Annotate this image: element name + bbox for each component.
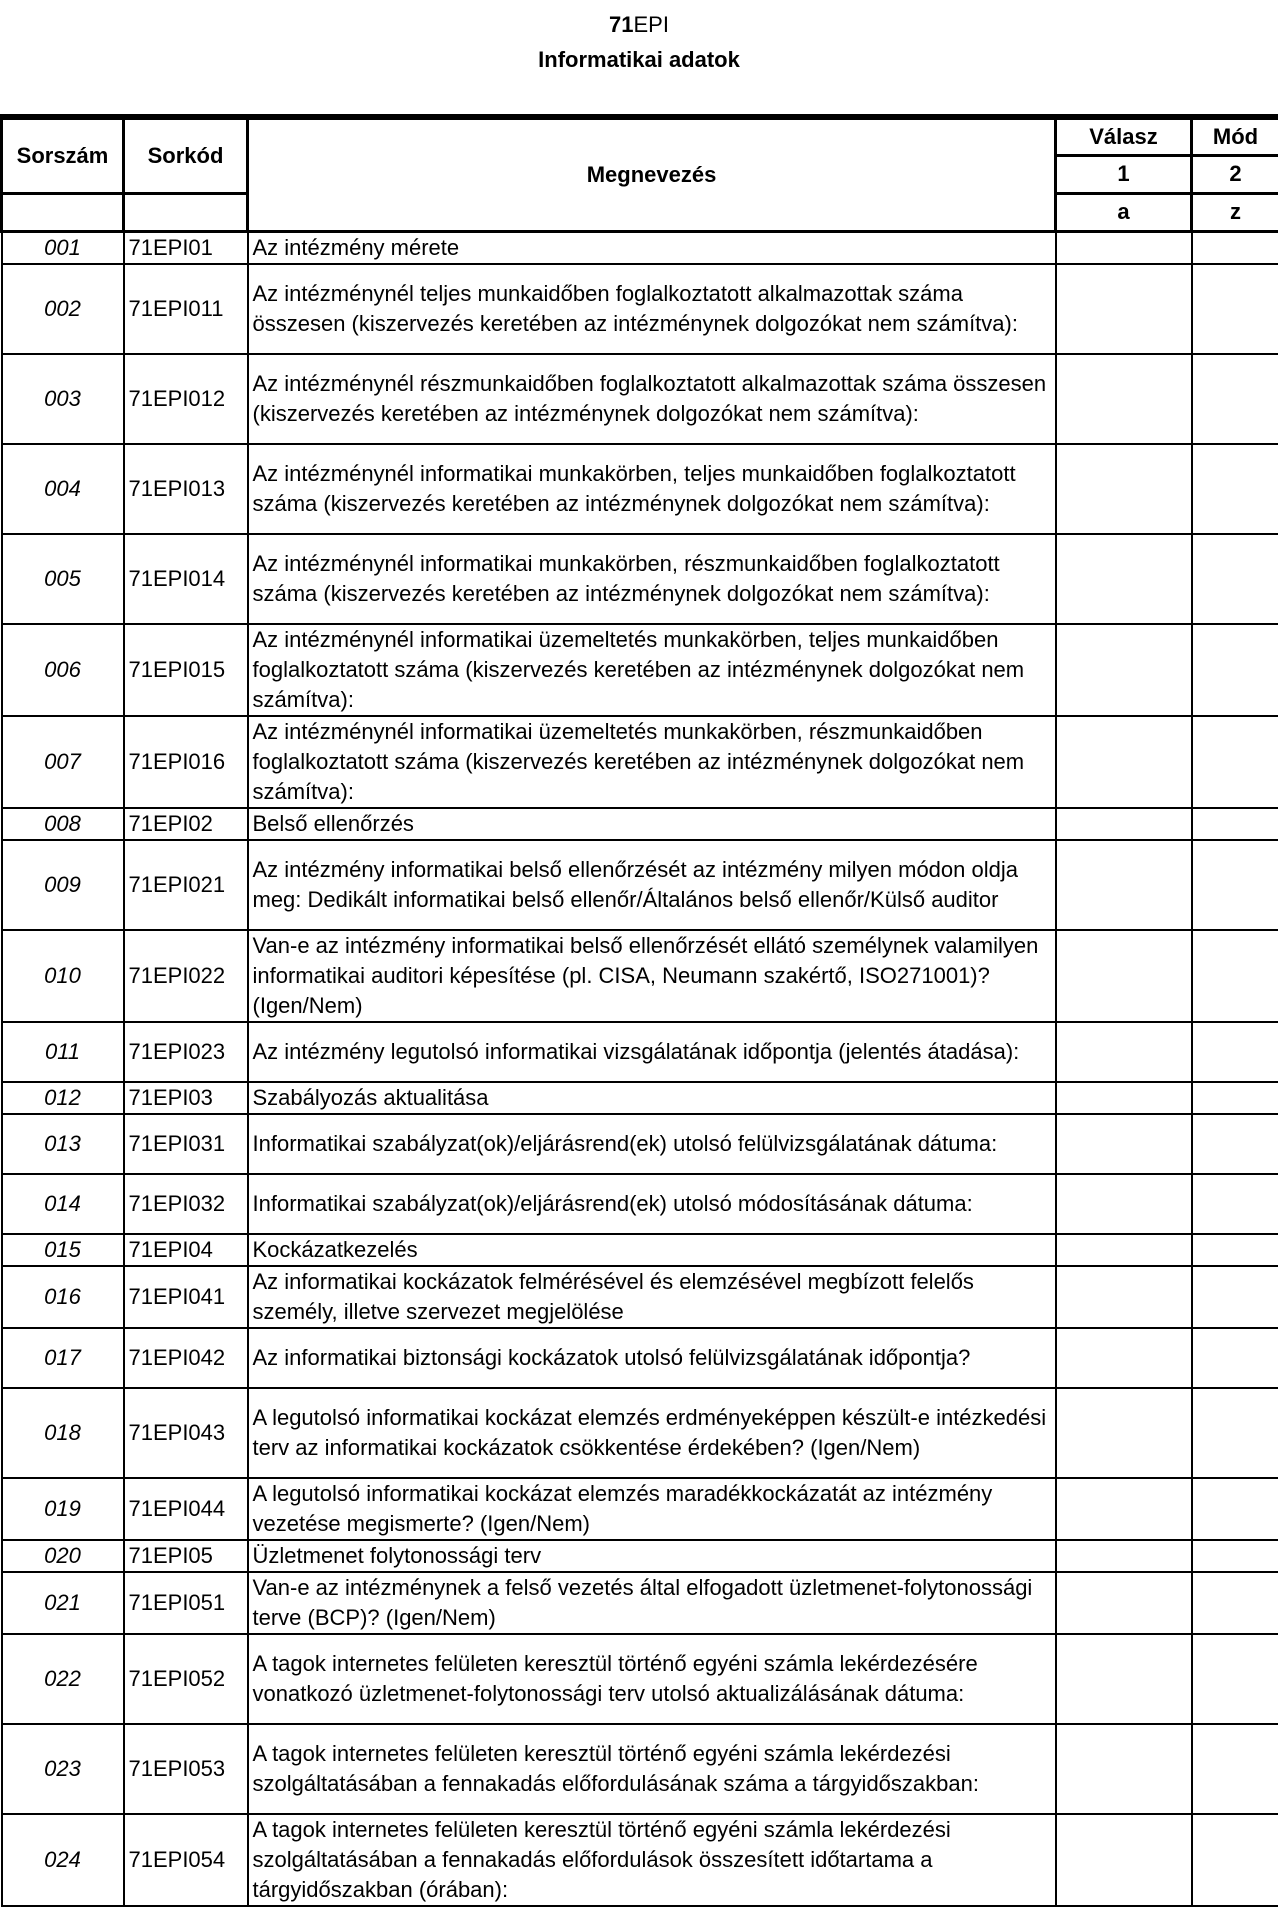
row-megnevezes: Az intézmény mérete: [248, 231, 1056, 264]
row-mod-cell[interactable]: [1192, 444, 1278, 534]
table-row: [2, 1266, 1278, 1328]
row-sorkod: 71EPI022: [124, 930, 248, 1022]
table-row: [2, 1478, 1278, 1540]
row-mod-cell[interactable]: [1192, 1234, 1278, 1266]
table-row: [2, 930, 1278, 1022]
row-valasz-cell[interactable]: [1056, 716, 1192, 808]
row-megnevezes: Az intézménynél informatikai munkakörben, teljes munkaidőben foglalkoztatott száma (kiszervezés keretében az intézménynek dolgozókat nem számítva):: [248, 444, 1056, 534]
row-sorkod: 71EPI05: [124, 1540, 248, 1572]
col-header-mod-num: 2: [1192, 155, 1278, 193]
row-sorkod: 71EPI02: [124, 808, 248, 840]
row-valasz-cell[interactable]: [1056, 930, 1192, 1022]
row-valasz-cell[interactable]: [1056, 1540, 1192, 1572]
row-megnevezes: Az intézménynél informatikai munkakörben, részmunkaidőben foglalkoztatott száma (kiszervezés keretében az intézménynek dolgozókat nem számítva):: [248, 534, 1056, 624]
form-subtitle: Informatikai adatok: [538, 47, 740, 72]
row-mod-cell[interactable]: [1192, 1022, 1278, 1082]
row-mod-cell[interactable]: [1192, 1724, 1278, 1814]
row-sorszam: 011: [2, 1022, 124, 1082]
row-megnevezes: Informatikai szabályzat(ok)/eljárásrend(ek) utolsó módosításának dátuma:: [248, 1174, 1056, 1234]
row-mod-cell[interactable]: [1192, 1634, 1278, 1724]
row-valasz-cell[interactable]: [1056, 1328, 1192, 1388]
row-sorkod: 71EPI032: [124, 1174, 248, 1234]
row-sorszam: 024: [2, 1814, 124, 1906]
row-mod-cell[interactable]: [1192, 716, 1278, 808]
row-megnevezes: A tagok internetes felületen keresztül történő egyéni számla lekérdezési szolgáltatásában a fennakadás előfordulások összesített időtartama a tárgyidőszakban (órában):: [248, 1814, 1056, 1906]
row-sorkod: 71EPI011: [124, 264, 248, 354]
table-row: [2, 840, 1278, 930]
row-valasz-cell[interactable]: [1056, 534, 1192, 624]
row-valasz-cell[interactable]: [1056, 1114, 1192, 1174]
table-row: [2, 624, 1278, 716]
row-valasz-cell[interactable]: [1056, 1478, 1192, 1540]
row-valasz-cell[interactable]: [1056, 1174, 1192, 1234]
row-sorszam: 013: [2, 1114, 124, 1174]
table-row: [2, 808, 1278, 840]
table-row: [2, 1174, 1278, 1234]
row-sorszam: 010: [2, 930, 124, 1022]
row-sorszam: 003: [2, 354, 124, 444]
row-mod-cell[interactable]: [1192, 624, 1278, 716]
row-mod-cell[interactable]: [1192, 930, 1278, 1022]
row-sorkod: 71EPI015: [124, 624, 248, 716]
table-row: [2, 231, 1278, 264]
col-header-valasz-num: 1: [1056, 155, 1192, 193]
row-mod-cell[interactable]: [1192, 1328, 1278, 1388]
table-row: [2, 354, 1278, 444]
row-mod-cell[interactable]: [1192, 840, 1278, 930]
form-code-title: [0, 12, 1278, 38]
row-valasz-cell[interactable]: [1056, 1388, 1192, 1478]
row-megnevezes: A tagok internetes felületen keresztül történő egyéni számla lekérdezési szolgáltatásában a fennakadás előfordulásának száma a tárgyidőszakban:: [248, 1724, 1056, 1814]
row-megnevezes: Az intézménynél teljes munkaidőben foglalkoztatott alkalmazottak száma összesen (kiszervezés keretében az intézménynek dolgozókat nem számítva):: [248, 264, 1056, 354]
row-sorkod: 71EPI041: [124, 1266, 248, 1328]
row-megnevezes: Szabályozás aktualitása: [248, 1082, 1056, 1114]
row-sorszam: 002: [2, 264, 124, 354]
row-valasz-cell[interactable]: [1056, 444, 1192, 534]
table-row: [2, 534, 1278, 624]
data-table: [0, 114, 1278, 1907]
row-megnevezes: Informatikai szabályzat(ok)/eljárásrend(ek) utolsó felülvizsgálatának dátuma:: [248, 1114, 1056, 1174]
row-sorszam: 019: [2, 1478, 124, 1540]
col-header-mod-letter: z: [1192, 193, 1278, 231]
row-sorszam: 016: [2, 1266, 124, 1328]
row-sorkod: 71EPI031: [124, 1114, 248, 1174]
row-valasz-cell[interactable]: [1056, 1082, 1192, 1114]
table-row: [2, 1724, 1278, 1814]
row-megnevezes: Van-e az intézménynek a felső vezetés által elfogadott üzletmenet-folytonossági terve (BCP)? (Igen/Nem): [248, 1572, 1056, 1634]
col-header-sorkod-blank: [124, 193, 248, 231]
row-megnevezes: A legutolsó informatikai kockázat elemzés maradékkockázatát az intézmény vezetése megismerte? (Igen/Nem): [248, 1478, 1056, 1540]
row-valasz-cell[interactable]: [1056, 1724, 1192, 1814]
row-sorszam: 006: [2, 624, 124, 716]
col-header-sorszam: Sorszám: [2, 117, 124, 193]
row-megnevezes: Kockázatkezelés: [248, 1234, 1056, 1266]
row-mod-cell[interactable]: [1192, 1082, 1278, 1114]
row-mod-cell[interactable]: [1192, 231, 1278, 264]
row-mod-cell[interactable]: [1192, 1388, 1278, 1478]
row-valasz-cell[interactable]: [1056, 840, 1192, 930]
row-valasz-cell[interactable]: [1056, 1266, 1192, 1328]
row-sorkod: 71EPI054: [124, 1814, 248, 1906]
row-megnevezes: Belső ellenőrzés: [248, 808, 1056, 840]
row-megnevezes: A legutolsó informatikai kockázat elemzés erdményeképpen készült-e intézkedési terv az informatikai kockázatok csökkentése érdekében? (Igen/Nem): [248, 1388, 1056, 1478]
row-mod-cell[interactable]: [1192, 1540, 1278, 1572]
row-sorszam: 005: [2, 534, 124, 624]
table-row: [2, 1540, 1278, 1572]
table-row: [2, 264, 1278, 354]
col-header-sorkod: Sorkód: [124, 117, 248, 193]
row-sorkod: 71EPI01: [124, 231, 248, 264]
row-megnevezes: Üzletmenet folytonossági terv: [248, 1540, 1056, 1572]
row-mod-cell[interactable]: [1192, 1114, 1278, 1174]
table-row: [2, 444, 1278, 534]
row-sorkod: 71EPI04: [124, 1234, 248, 1266]
row-megnevezes: Az intézménynél informatikai üzemeltetés munkakörben, részmunkaidőben foglalkoztatott száma (kiszervezés keretében az intézménynek dolgozókat nem számítva):: [248, 716, 1056, 808]
row-valasz-cell[interactable]: [1056, 354, 1192, 444]
row-mod-cell[interactable]: [1192, 1572, 1278, 1634]
table-row: [2, 1814, 1278, 1906]
row-sorszam: 001: [2, 231, 124, 264]
row-sorszam: 015: [2, 1234, 124, 1266]
row-sorszam: 012: [2, 1082, 124, 1114]
row-sorkod: 71EPI014: [124, 534, 248, 624]
row-mod-cell[interactable]: [1192, 1814, 1278, 1906]
table-row: [2, 1572, 1278, 1634]
row-mod-cell[interactable]: [1192, 1266, 1278, 1328]
table-row: [2, 1022, 1278, 1082]
row-sorkod: 71EPI042: [124, 1328, 248, 1388]
row-sorszam: 004: [2, 444, 124, 534]
row-sorszam: 008: [2, 808, 124, 840]
row-sorszam: 023: [2, 1724, 124, 1814]
row-megnevezes: Van-e az intézmény informatikai belső ellenőrzését ellátó személynek valamilyen informatikai auditori képesítése (pl. CISA, Neumann szakértő, ISO271001)? (Igen/Nem): [248, 930, 1056, 1022]
row-sorszam: 007: [2, 716, 124, 808]
row-sorszam: 009: [2, 840, 124, 930]
row-sorszam: 020: [2, 1540, 124, 1572]
row-mod-cell[interactable]: [1192, 1478, 1278, 1540]
row-sorkod: 71EPI013: [124, 444, 248, 534]
row-megnevezes: Az informatikai biztonsági kockázatok utolsó felülvizsgálatának időpontja?: [248, 1328, 1056, 1388]
row-sorkod: 71EPI051: [124, 1572, 248, 1634]
form-code-bold: 71: [609, 12, 634, 37]
row-mod-cell[interactable]: [1192, 264, 1278, 354]
row-valasz-cell[interactable]: [1056, 1234, 1192, 1266]
col-header-valasz-letter: a: [1056, 193, 1192, 231]
form-code-rest: EPI: [633, 12, 669, 37]
row-valasz-cell[interactable]: [1056, 1814, 1192, 1906]
row-sorszam: 014: [2, 1174, 124, 1234]
row-sorkod: 71EPI016: [124, 716, 248, 808]
row-sorkod: 71EPI023: [124, 1022, 248, 1082]
row-megnevezes: A tagok internetes felületen keresztül történő egyéni számla lekérdezésére vonatkozó üzletmenet-folytonossági terv utolsó aktualizálásának dátuma:: [248, 1634, 1056, 1724]
row-sorkod: 71EPI052: [124, 1634, 248, 1724]
col-header-valasz: Válasz: [1056, 117, 1192, 155]
row-valasz-cell[interactable]: [1056, 1634, 1192, 1724]
row-megnevezes: Az intézménynél informatikai üzemeltetés munkakörben, teljes munkaidőben foglalkoztatott száma (kiszervezés keretében az intézménynek dolgozókat nem számítva):: [248, 624, 1056, 716]
table-row: [2, 1634, 1278, 1724]
col-header-megnevezes: Megnevezés: [248, 117, 1056, 231]
row-valasz-cell[interactable]: [1056, 231, 1192, 264]
row-sorkod: 71EPI053: [124, 1724, 248, 1814]
row-sorszam: 018: [2, 1388, 124, 1478]
row-valasz-cell[interactable]: [1056, 808, 1192, 840]
row-sorszam: 017: [2, 1328, 124, 1388]
table-row: [2, 1234, 1278, 1266]
row-mod-cell[interactable]: [1192, 354, 1278, 444]
row-mod-cell[interactable]: [1192, 808, 1278, 840]
col-header-mod: Mód: [1192, 117, 1278, 155]
table-row: [2, 1388, 1278, 1478]
row-valasz-cell[interactable]: [1056, 264, 1192, 354]
row-megnevezes: Az intézménynél részmunkaidőben foglalkoztatott alkalmazottak száma összesen (kiszervezés keretében az intézménynek dolgozókat nem számítva):: [248, 354, 1056, 444]
row-sorkod: 71EPI021: [124, 840, 248, 930]
row-mod-cell[interactable]: [1192, 534, 1278, 624]
row-megnevezes: Az intézmény legutolsó informatikai vizsgálatának időpontja (jelentés átadása):: [248, 1022, 1056, 1082]
row-valasz-cell[interactable]: [1056, 1022, 1192, 1082]
row-valasz-cell[interactable]: [1056, 1572, 1192, 1634]
col-header-sorszam-blank: [2, 193, 124, 231]
row-sorkod: 71EPI044: [124, 1478, 248, 1540]
table-row: [2, 1328, 1278, 1388]
table-row: [2, 1082, 1278, 1114]
row-sorkod: 71EPI043: [124, 1388, 248, 1478]
table-row: [2, 1114, 1278, 1174]
row-sorkod: 71EPI03: [124, 1082, 248, 1114]
table-row: [2, 716, 1278, 808]
row-sorszam: 022: [2, 1634, 124, 1724]
row-megnevezes: Az intézmény informatikai belső ellenőrzését az intézmény milyen módon oldja meg: Dedikált informatikai belső ellenőr/Általános belső ellenőr/Külső auditor: [248, 840, 1056, 930]
row-mod-cell[interactable]: [1192, 1174, 1278, 1234]
row-sorszam: 021: [2, 1572, 124, 1634]
row-megnevezes: Az informatikai kockázatok felmérésével és elemzésével megbízott felelős személy, illetve szervezet megjelölése: [248, 1266, 1056, 1328]
row-valasz-cell[interactable]: [1056, 624, 1192, 716]
row-sorkod: 71EPI012: [124, 354, 248, 444]
